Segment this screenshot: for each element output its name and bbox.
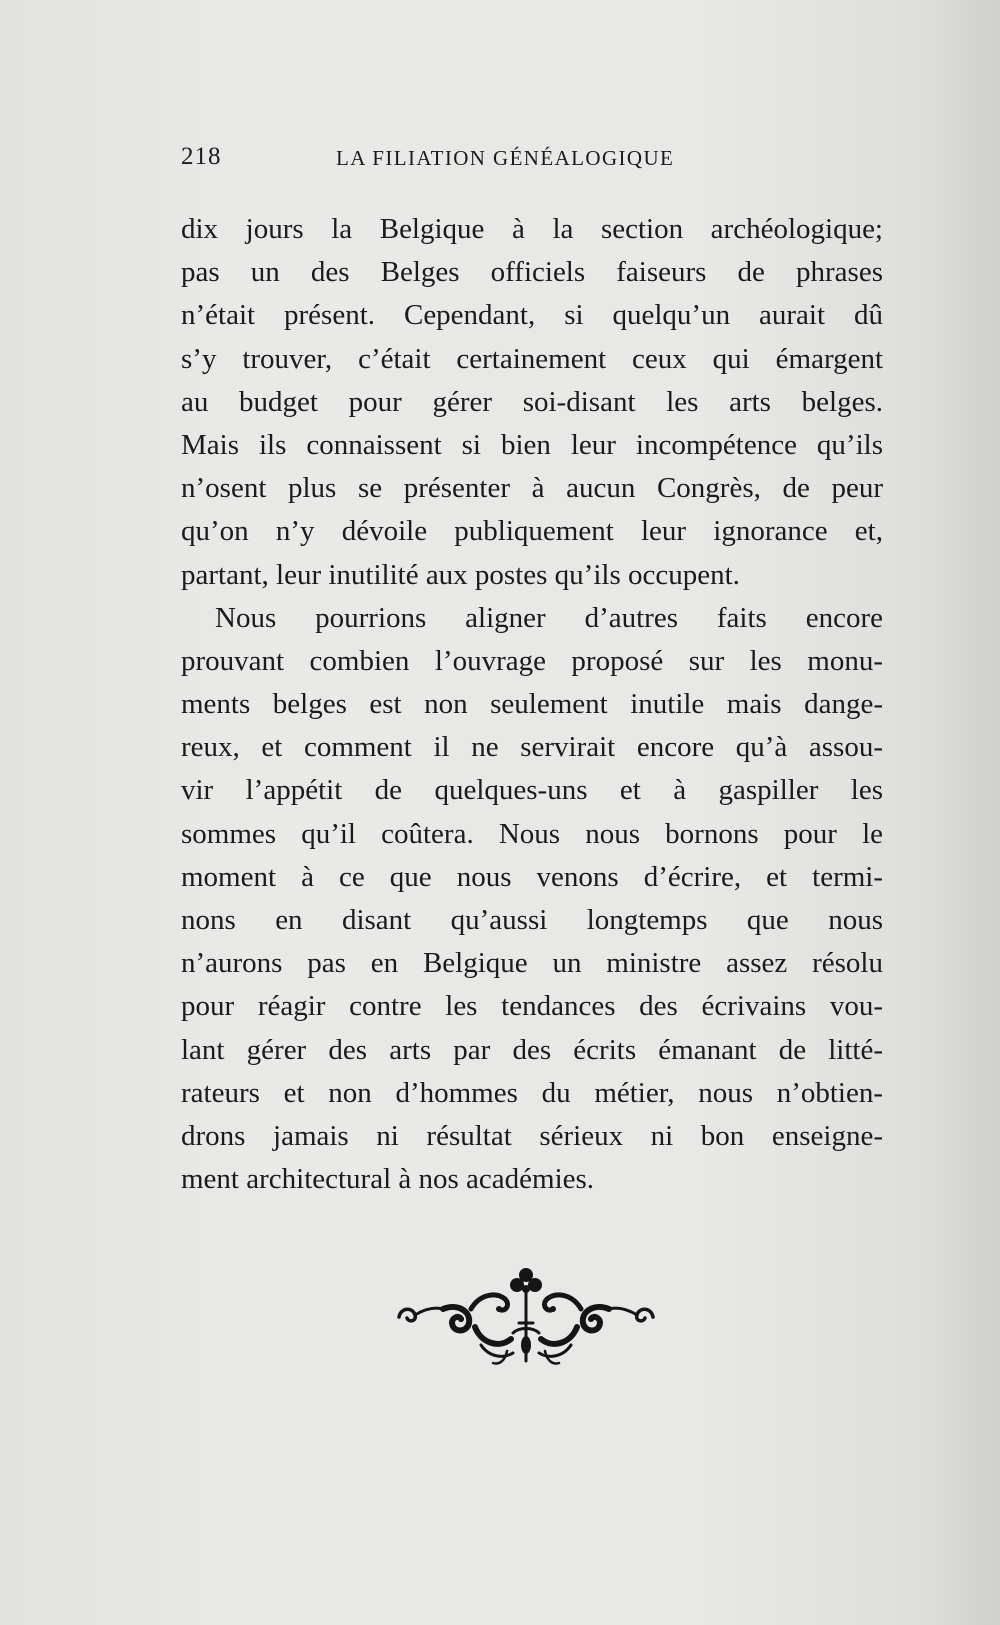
text-line: n’osent plus se présenter à aucun Congrès, de peur xyxy=(181,472,883,505)
text-line: drons jamais ni résultat sérieux ni bon enseigne- xyxy=(181,1119,883,1152)
text-line: pour réagir contre les tendances des écrivains vou- xyxy=(181,990,883,1023)
text-line: s’y trouver, c’était certainement ceux qui émargent xyxy=(181,342,883,375)
text-line: Mais ils connaissent si bien leur incompétence qu’ils xyxy=(181,428,883,461)
text-line: n’était présent. Cependant, si quelqu’un aurait dû xyxy=(181,299,883,332)
text-line: nons en disant qu’aussi longtemps que nous xyxy=(181,904,883,936)
text-line: n’aurons pas en Belgique un ministre assez résolu xyxy=(181,947,883,980)
text-line: au budget pour gérer soi-disant les arts belges. xyxy=(181,385,883,418)
text-line: ment architectural à nos académies. xyxy=(181,1163,595,1196)
text-line: Nous pourrions aligner d’autres faits encore xyxy=(215,601,883,634)
text-line: vir l’appétit de quelques-uns et à gaspiller les xyxy=(181,774,883,807)
text-line: ments belges est non seulement inutile mais dange- xyxy=(181,688,883,721)
running-title: LA FILIATION GÉNÉALOGIQUE xyxy=(336,146,675,170)
text-line: sommes qu’il coûtera. Nous nous bornons pour le xyxy=(181,817,883,850)
running-head xyxy=(181,143,881,177)
text-line: partant, leur inutilité aux postes qu’ils occupent. xyxy=(181,558,740,591)
text-line: lant gérer des arts par des écrits émanant de litté- xyxy=(181,1033,883,1066)
text-line: reux, et comment il ne servirait encore qu’à assou- xyxy=(181,731,883,764)
text-line: dix jours la Belgique à la section archéologique; xyxy=(181,213,883,245)
text-line: prouvant combien l’ouvrage proposé sur les monu- xyxy=(181,644,883,677)
page-number: 218 xyxy=(181,143,222,170)
text-line: rateurs et non d’hommes du métier, nous n’obtien- xyxy=(181,1076,883,1109)
text-line: qu’on n’y dévoile publiquement leur ignorance et, xyxy=(181,515,883,548)
body-text xyxy=(181,208,883,1201)
text-line: moment à ce que nous venons d’écrire, et termi- xyxy=(181,860,883,893)
fleuron-ornament-icon xyxy=(395,1265,657,1369)
text-line: pas un des Belges officiels faiseurs de phrases xyxy=(181,256,883,289)
